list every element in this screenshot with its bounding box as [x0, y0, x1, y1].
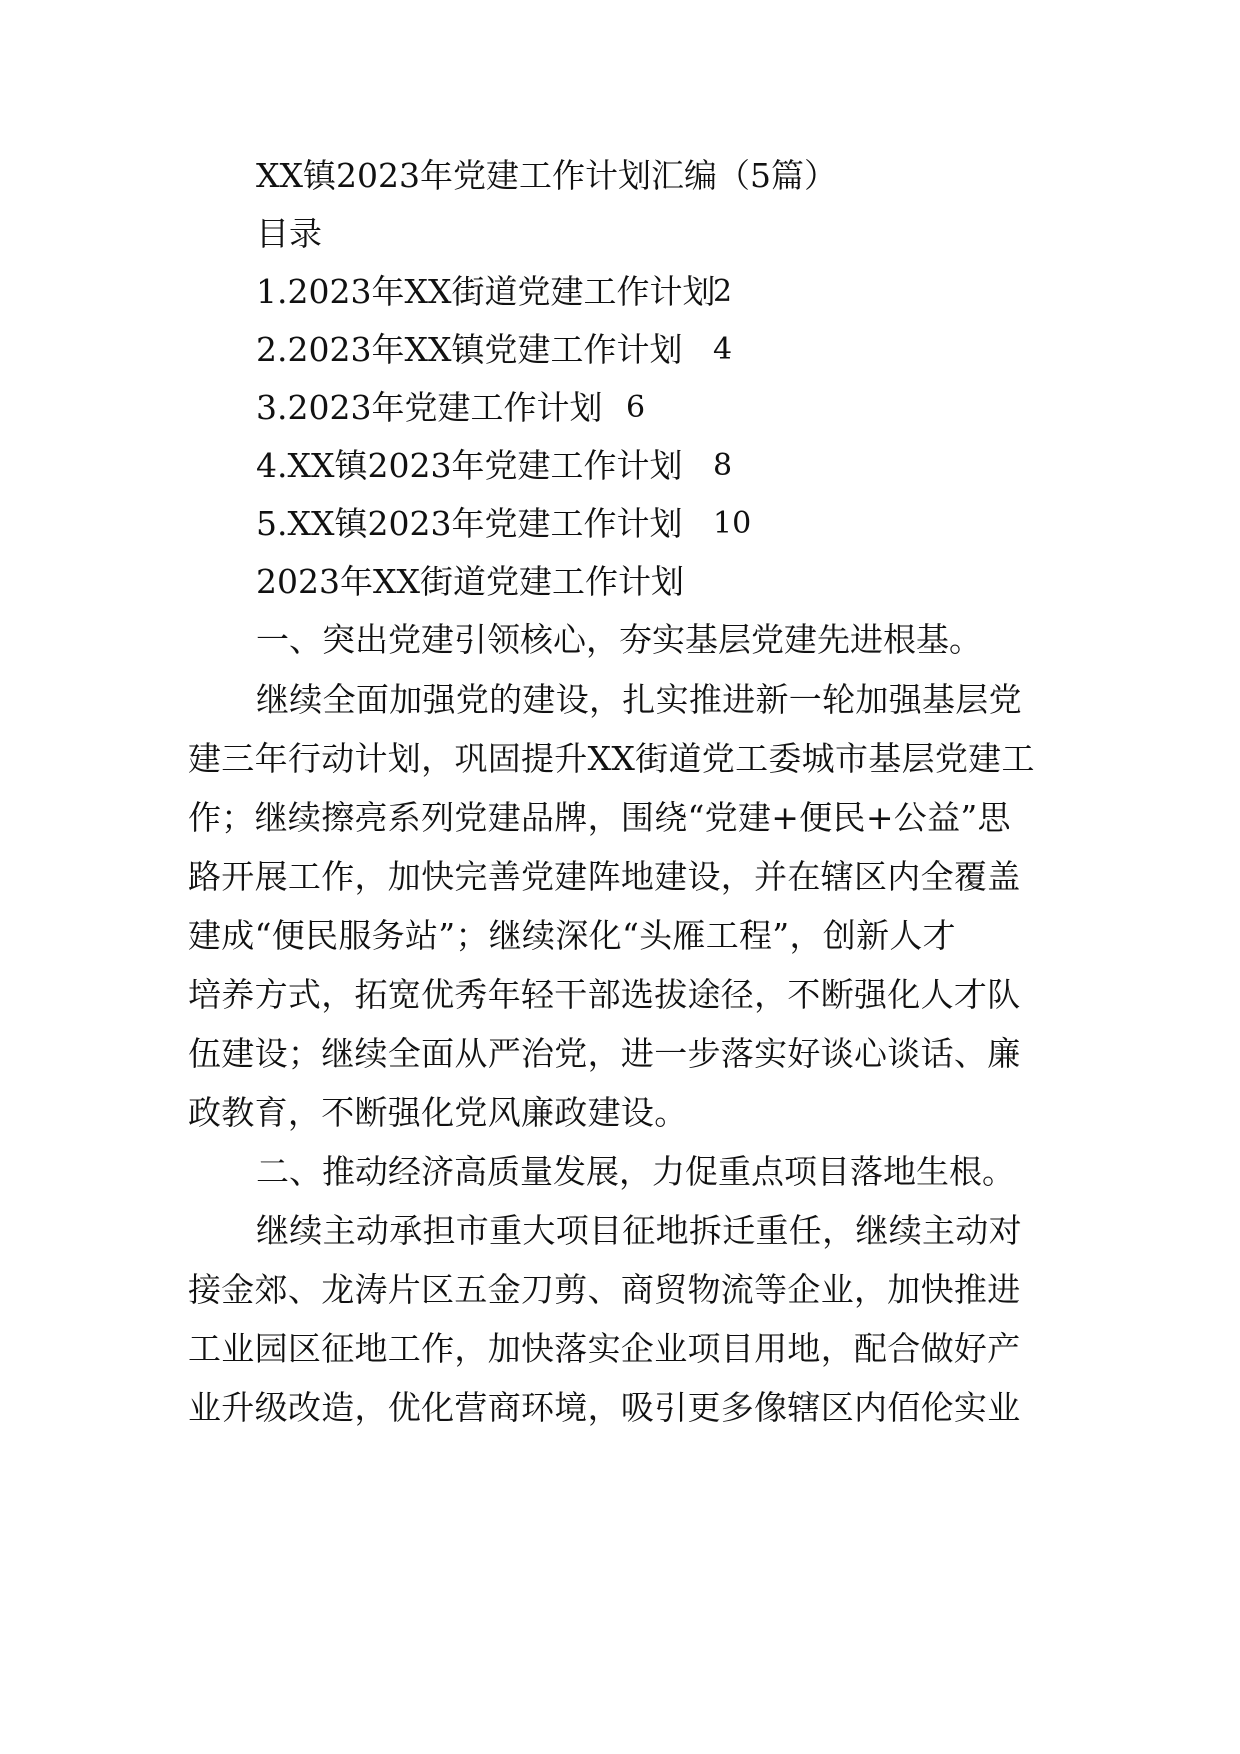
toc-page-1: 2 — [713, 274, 733, 309]
section-1-line: 培养方式，拓宽优秀年轻干部选拔途径，不断强化人才队 — [188, 975, 1021, 1014]
section-1-line: 路开展工作，加快完善党建阵地建设，并在辖区内全覆盖 — [188, 857, 1021, 896]
article-title: 2023年XX街道党建工作计划 — [256, 562, 684, 601]
toc-entry-4[interactable]: 4.XX镇2023年党建工作计划 — [256, 446, 683, 485]
toc-heading: 目录 — [256, 214, 322, 253]
toc-entry-3[interactable]: 3.2023年党建工作计划 — [256, 388, 603, 427]
section-1-heading: 一、突出党建引领核心，夯实基层党建先进根基。 — [256, 620, 982, 659]
toc-page-3: 6 — [626, 390, 646, 425]
section-1-line: 伍建设；继续全面从严治党，进一步落实好谈心谈话、廉 — [188, 1034, 1021, 1073]
toc-entry-1[interactable]: 1.2023年XX街道党建工作计划 — [256, 272, 716, 311]
toc-entry-5[interactable]: 5.XX镇2023年党建工作计划 — [256, 504, 683, 543]
section-2-line: 继续主动承担市重大项目征地拆迁重任，继续主动对 — [256, 1211, 1022, 1250]
toc-page-2: 4 — [713, 332, 733, 367]
section-2-line: 接金郊、龙涛片区五金刀剪、商贸物流等企业，加快推进 — [188, 1270, 1021, 1309]
section-1-line: 建成“便民服务站”；继续深化“头雁工程”，创新人才 — [188, 916, 956, 955]
toc-page-4: 8 — [713, 448, 733, 483]
toc-page-5: 10 — [713, 506, 752, 541]
section-2-line: 工业园区征地工作，加快落实企业项目用地，配合做好产 — [188, 1329, 1021, 1368]
section-2-heading: 二、推动经济高质量发展，力促重点项目落地生根。 — [256, 1152, 1015, 1191]
section-2-line: 业升级改造，优化营商环境，吸引更多像辖区内佰伦实业 — [188, 1388, 1021, 1427]
section-1-line: 作；继续擦亮系列党建品牌，围绕“党建+便民+公益”思 — [188, 798, 1011, 837]
section-1-line: 继续全面加强党的建设，扎实推进新一轮加强基层党 — [256, 680, 1022, 719]
toc-entry-2[interactable]: 2.2023年XX镇党建工作计划 — [256, 330, 683, 369]
section-1-line: 政教育，不断强化党风廉政建设。 — [188, 1093, 688, 1132]
section-1-line: 建三年行动计划，巩固提升XX街道党工委城市基层党建工 — [188, 739, 1035, 778]
document-title: XX镇2023年党建工作计划汇编（5篇） — [256, 156, 837, 195]
